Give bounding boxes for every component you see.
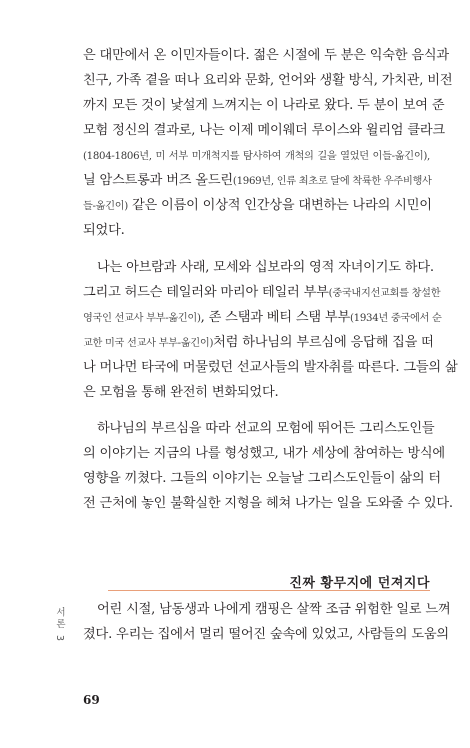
text-line: 친구, 가족 곁을 떠나 요리와 문화, 언어와 생활 방식, 가치관, 비전 (83, 73, 453, 88)
translator-note: (1969년, 인류 최초로 달에 착륙한 우주비행사 (232, 176, 432, 187)
translator-note: (1804-1806년, 미 서부 미개척지를 탐사하여 개척의 길을 열었던 이들-옮긴이), (83, 151, 430, 162)
text-line: 나 머나먼 타국에 머물렀던 선교사들의 발자취를 따른다. 그들의 삶 (83, 360, 458, 375)
translator-note: 들-옮긴이) (83, 201, 128, 212)
running-head: 서론 3 (54, 607, 65, 644)
text-line: 졌다. 우리는 집에서 멀리 떨어진 숲속에 있었고, 사람들의 도움의 (83, 627, 449, 642)
text-line: 어린 시절, 남동생과 나에게 캠핑은 살짝 조금 위험한 일로 느껴 (97, 602, 451, 617)
text-line: 까지 모든 것이 낯설게 느껴지는 이 나라로 왔다. 두 분이 보여 준 (83, 98, 445, 113)
text-line: 영향을 끼쳤다. 그들의 이야기는 오늘날 그리스도인들이 삶의 터 (83, 471, 441, 486)
text-line: 은 대만에서 온 이민자들이다. 젊은 시절에 두 분은 익숙한 음식과 (83, 48, 449, 63)
text-line: 하나님의 부르심을 따라 선교의 모험에 뛰어든 그리스도인들 (97, 421, 435, 436)
text-run: 닐 암스트롱과 버즈 올드린 (83, 173, 233, 188)
text-line: 의 이야기는 지금의 나를 형성했고, 내가 세상에 참여하는 방식에 (83, 446, 445, 461)
section-heading: 진짜 황무지에 던져지다 (289, 576, 430, 591)
text-line (83, 306, 442, 330)
text-line: 전 근처에 놓인 불확실한 지형을 헤쳐 나가는 일을 도와줄 수 있다. (83, 496, 453, 511)
translator-note: (중국내지선교회를 창설한 (328, 288, 441, 299)
text-run: 처럼 하나님의 부르심에 응답해 집을 떠 (213, 335, 434, 350)
translator-note: 교한 미국 선교사 부부-옮긴이) (83, 338, 214, 349)
text-line (83, 281, 441, 305)
text-line: 나는 아브람과 사래, 모세와 십보라의 영적 자녀이기도 하다. (97, 260, 434, 275)
text-line (83, 169, 430, 193)
text-line (83, 331, 434, 355)
text-run: 그리고 허드슨 테일러와 마리아 테일러 부부 (83, 285, 329, 300)
text-line (83, 194, 430, 218)
text-line: 은 모험을 통해 완전히 변화되었다. (83, 385, 279, 400)
text-run: , 존 스탬과 베티 스탬 부부 (200, 310, 350, 325)
section-divider (108, 590, 430, 591)
text-line (83, 144, 430, 168)
text-run: 같은 이름이 이상적 인간상을 대변하는 나라의 시민이 (127, 198, 432, 213)
translator-note: (1934년 중국에서 순 (350, 313, 442, 324)
translator-note: 영국인 선교사 부부-옮긴이) (83, 313, 201, 324)
text-line: 되었다. (83, 223, 125, 238)
page-number: 69 (83, 693, 100, 707)
text-line: 모험 정신의 결과로, 나는 이제 메이웨더 루이스와 윌리엄 클라크 (83, 123, 445, 138)
